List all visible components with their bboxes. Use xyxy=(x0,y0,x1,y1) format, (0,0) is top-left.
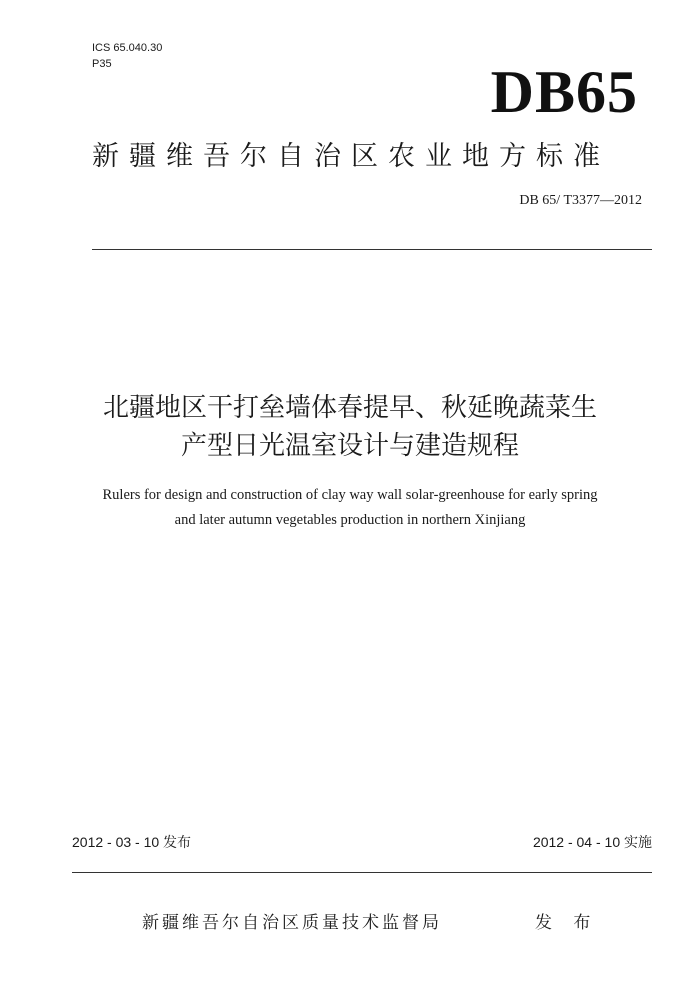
title-zh-line1: 北疆地区干打垒墙体春提早、秋延晚蔬菜生 xyxy=(102,393,597,423)
issue-date: 2012 - 03 - 10 发布 xyxy=(72,834,192,850)
title-en-line2: and later autumn vegetables production in northern Xinjiang xyxy=(174,512,526,528)
standard-type-title: 新疆维吾尔自治区农业地方标准 xyxy=(92,141,610,172)
ics-category: P35 xyxy=(92,58,112,70)
implementation-date: 2012 - 04 - 10 实施 xyxy=(532,834,652,850)
db65-logo: DB65 xyxy=(490,59,638,125)
top-divider xyxy=(92,249,652,250)
publish-label: 发 布 xyxy=(535,913,599,933)
standard-code: DB 65/ T3377—2012 xyxy=(519,193,642,208)
issuing-authority: 新疆维吾尔自治区质量技术监督局 xyxy=(142,913,442,933)
ics-code: ICS 65.040.30 xyxy=(92,42,163,54)
title-zh-line2: 产型日光温室设计与建造规程 xyxy=(180,431,519,461)
bottom-divider xyxy=(72,872,652,873)
ics-classification xyxy=(92,40,162,72)
title-en-line1: Rulers for design and construction of clay way wall solar-greenhouse for early spring xyxy=(102,487,598,503)
